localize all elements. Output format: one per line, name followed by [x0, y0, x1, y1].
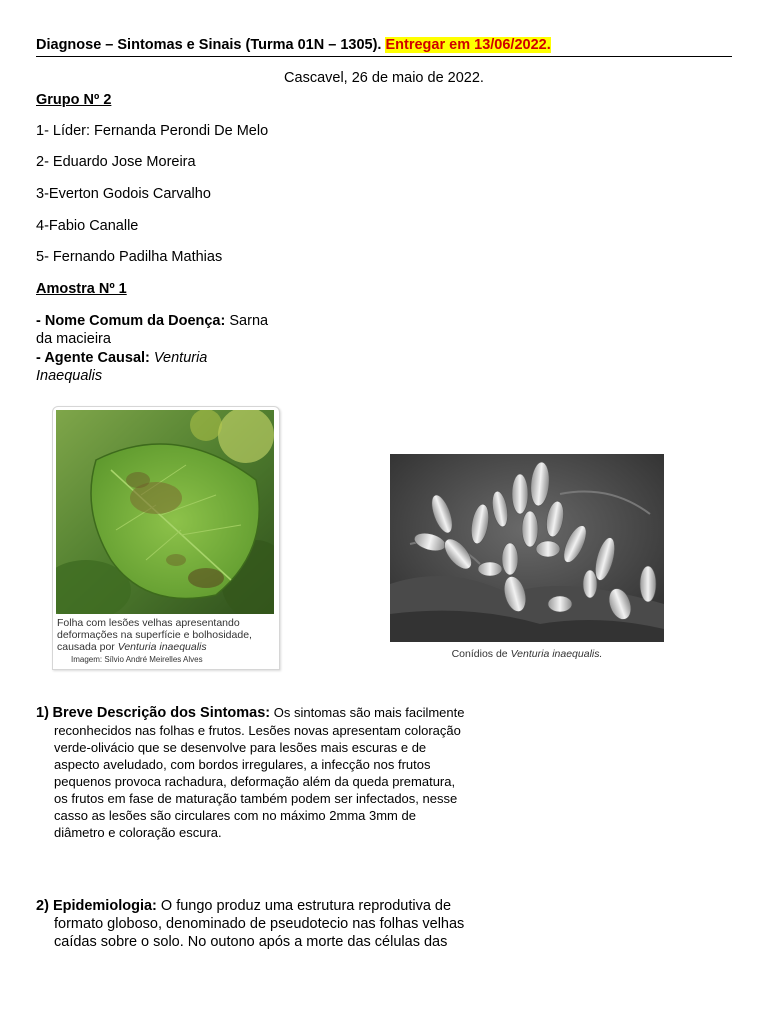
sample-title: Amostra Nº 1: [36, 281, 127, 297]
symptoms-text-line: Os sintomas são mais facilmente: [273, 705, 465, 720]
symptoms-text-line: pequenos provoca rachadura, deformação além da queda prematura,: [54, 774, 456, 789]
causal-agent: [36, 349, 296, 385]
symptoms-text-line: casso as lesões são circulares com no máximo 2mma 3mm de: [54, 808, 416, 823]
symptoms-text-line: verde-olivácio que se desenvolve para lesões mais escuras e de: [54, 740, 427, 755]
conidia-photo: [390, 454, 664, 642]
document-header: [36, 36, 732, 57]
symptoms-text-line: diâmetro e coloração escura.: [54, 825, 222, 840]
common-name-label: - Nome Comum da Doença:: [36, 313, 226, 329]
common-name-value: Sarna: [229, 313, 269, 329]
document-date: Cascavel, 26 de maio de 2022.: [284, 70, 484, 86]
epidemiology-text-line: formato globoso, denominado de pseudotecio nas folhas velhas: [54, 916, 465, 932]
group-member: 3-Everton Godois Carvalho: [36, 186, 211, 202]
causal-agent-value: Venturia: [153, 350, 208, 366]
causal-agent-value-cont: Inaequalis: [36, 368, 103, 384]
document-title: Diagnose – Sintomas e Sinais (Turma 01N – 1305).: [36, 37, 382, 53]
symptoms-section: [36, 704, 506, 841]
symptoms-text-line: reconhecidos nas folhas e frutos. Lesões novas apresentam coloração: [54, 723, 461, 738]
micrograph-caption: [390, 648, 664, 660]
epidemiology-section: [36, 897, 506, 951]
symptoms-heading: Breve Descrição dos Sintomas:: [52, 705, 271, 721]
group-title: Grupo Nº 2: [36, 92, 112, 108]
conidia-micrograph: [390, 454, 664, 642]
symptoms-text-line: aspecto aveludado, com bordos irregulares, a infecção nos frutos: [54, 757, 431, 772]
leaf-photo: [56, 410, 274, 614]
epidemiology-heading: Epidemiologia:: [52, 898, 157, 914]
epidemiology-text-line: O fungo produz uma estrutura reprodutiva de: [160, 898, 452, 914]
leaf-caption-species: Venturia inaequalis: [117, 641, 207, 653]
leaf-figure: [52, 406, 280, 670]
group-member: 2- Eduardo Jose Moreira: [36, 154, 196, 170]
epidemiology-number: 2): [36, 898, 49, 914]
micrograph-caption-species: Venturia inaequalis.: [510, 648, 603, 660]
causal-agent-label: - Agente Causal:: [36, 350, 150, 366]
leaf-caption-line-1: Folha com lesões velhas apresentando: [57, 617, 240, 629]
group-member: 1- Líder: Fernanda Perondi De Melo: [36, 123, 269, 139]
leaf-caption-line-2: deformações na superfície e bolhosidade,: [57, 629, 252, 641]
deadline-text: Entregar em 13/06/2022.: [385, 37, 551, 53]
symptoms-number: 1): [36, 705, 49, 721]
group-member: 5- Fernando Padilha Mathias: [36, 249, 223, 265]
common-name: [36, 312, 296, 348]
epidemiology-text-line: caídas sobre o solo. No outono após a morte das células das: [54, 934, 448, 950]
leaf-caption-line-3: causada por: [57, 641, 115, 653]
symptoms-text-line: os frutos em fase de maturação também podem ser infectados, nesse: [54, 791, 458, 806]
common-name-value-cont: da macieira: [36, 331, 111, 347]
micrograph-caption-prefix: Conídios de: [451, 648, 508, 660]
leaf-image-credit: Imagem: Sílvio André Meirelles Alves: [71, 655, 203, 664]
leaf-caption: [57, 617, 277, 665]
group-member: 4-Fabio Canalle: [36, 218, 139, 234]
